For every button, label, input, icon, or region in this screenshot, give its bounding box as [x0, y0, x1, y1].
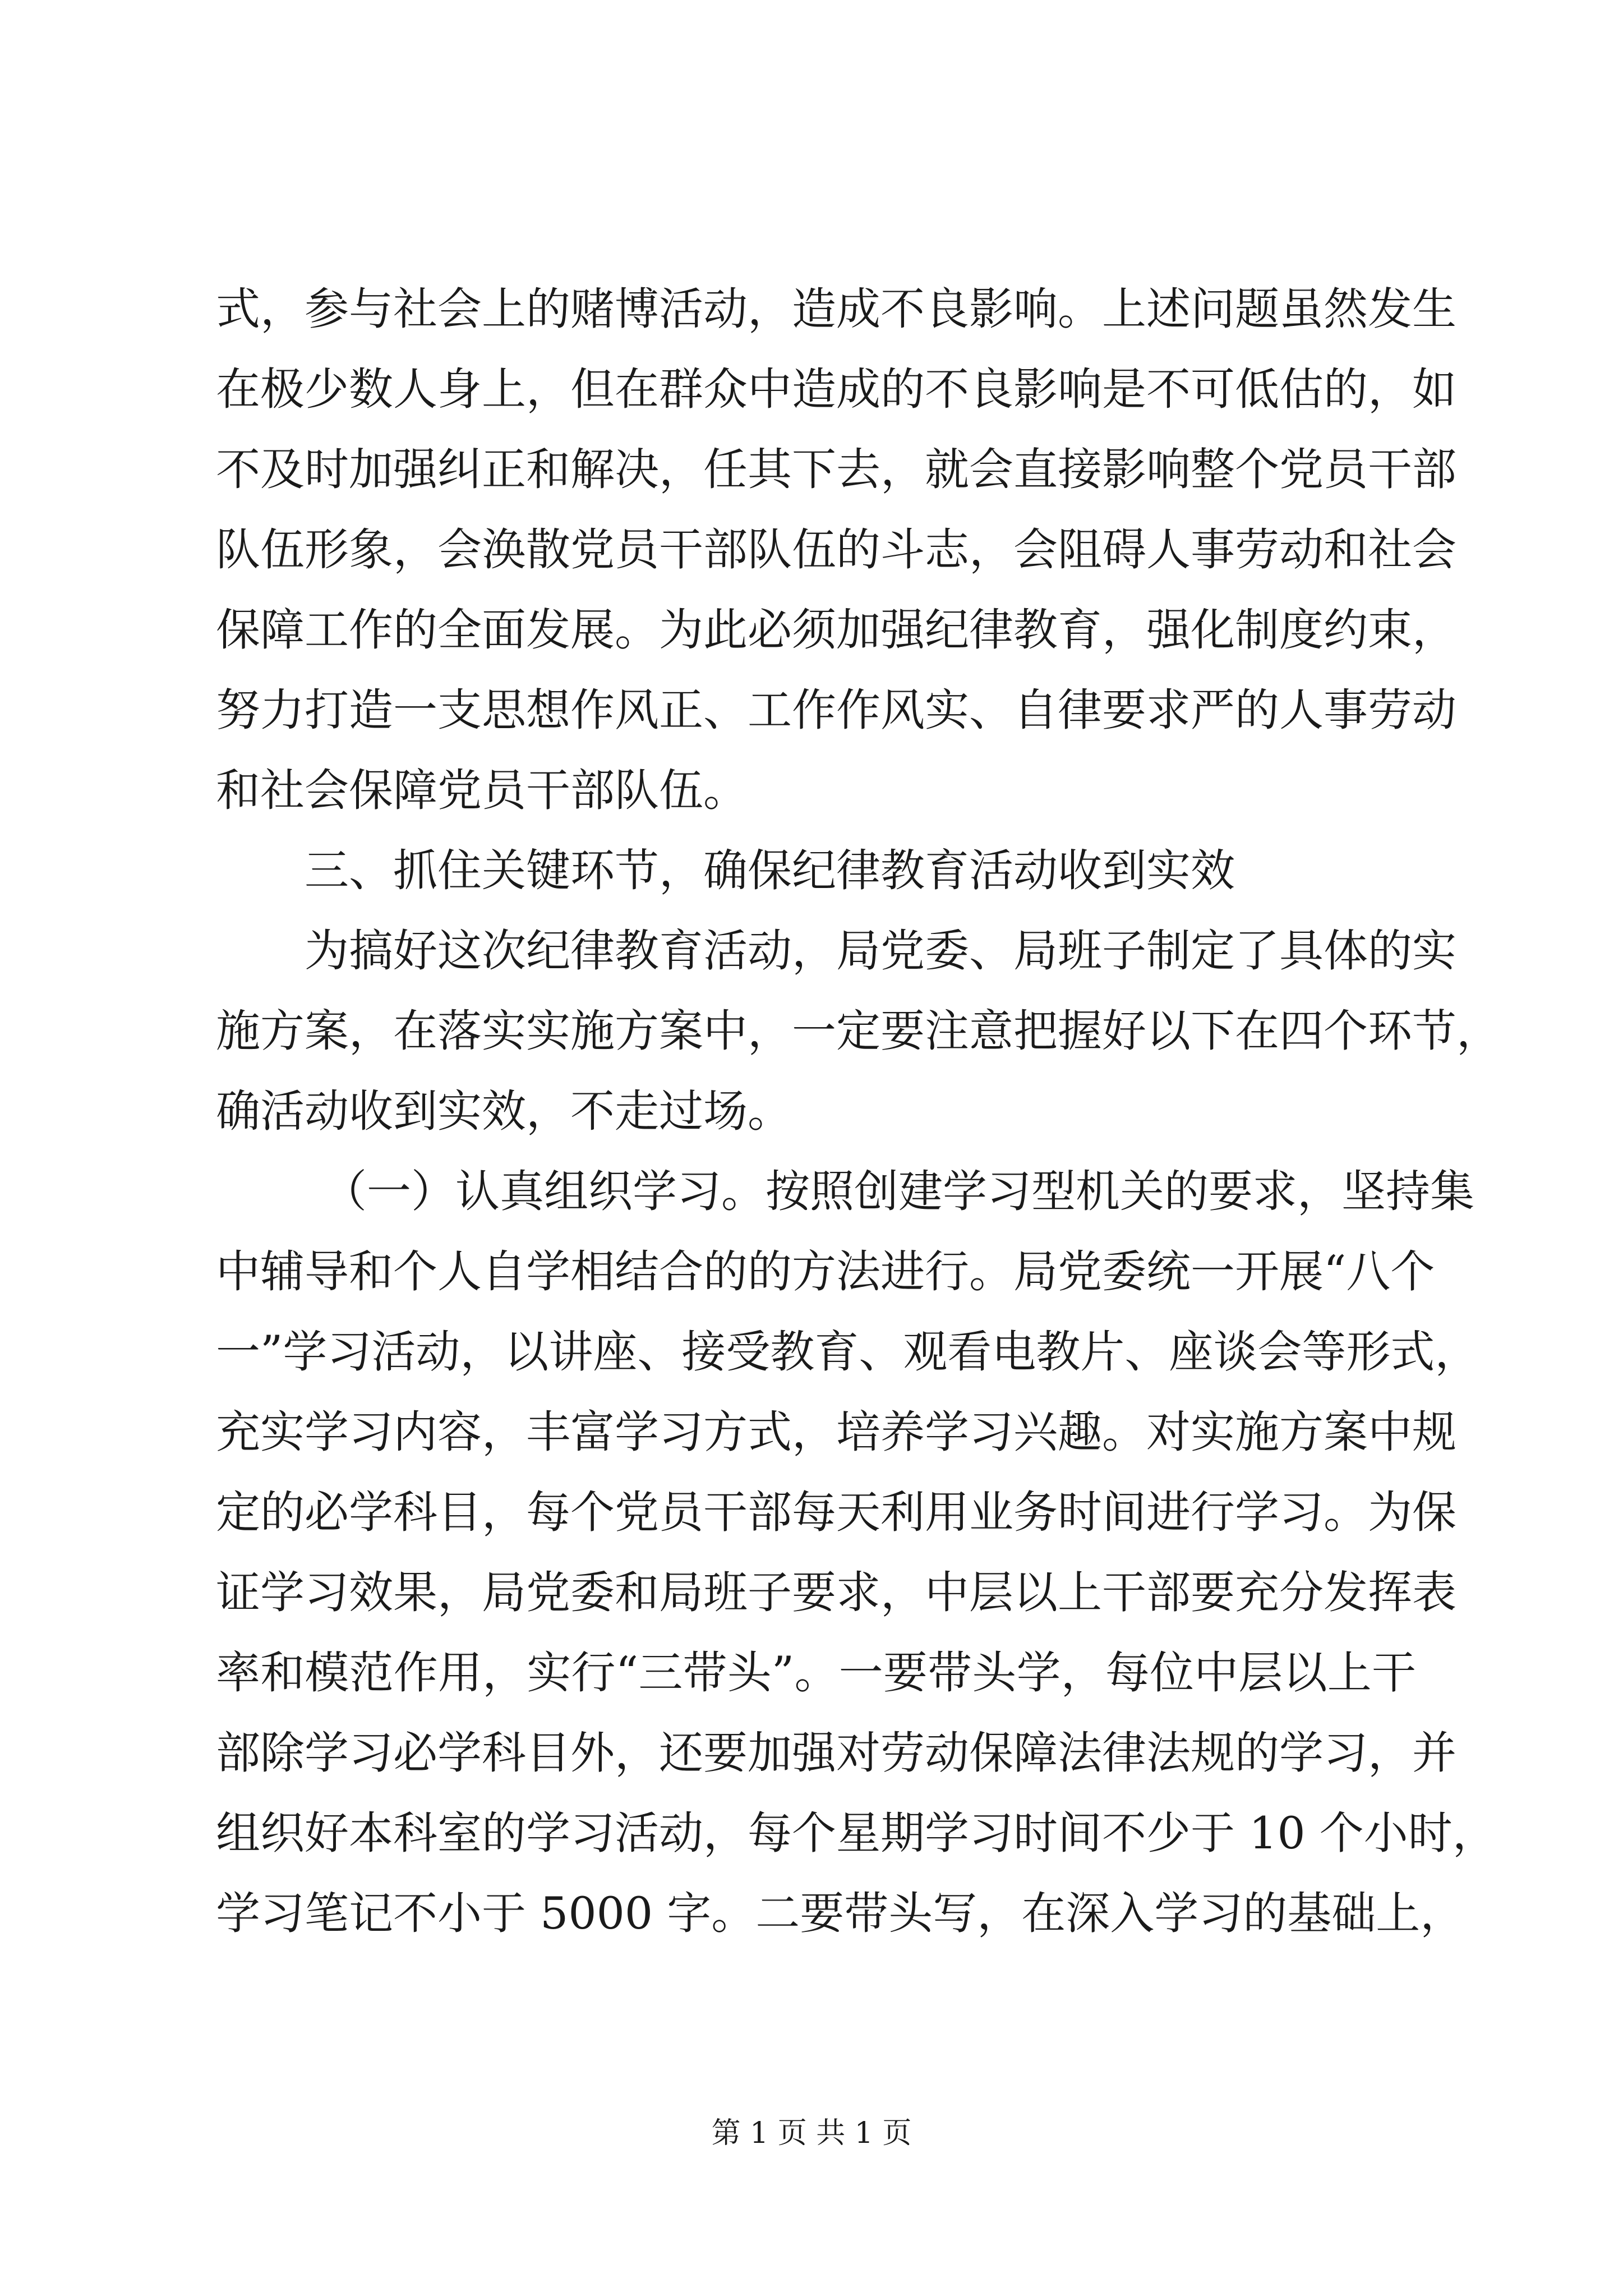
text-line: 部除学习必学科目外，还要加强对劳动保障法律法规的学习，并 [216, 1727, 1456, 1779]
text-line: 证学习效果，局党委和局班子要求，中层以上干部要充分发挥表 [216, 1567, 1456, 1618]
text-line: 中辅导和个人自学相结合的的方法进行。局党委统一开展“八个 [216, 1246, 1435, 1297]
text-line: 学习笔记不小于 5000 字。二要带头写，在深入学习的基础上， [216, 1888, 1465, 1939]
text-line: 式，参与社会上的赌博活动，造成不良影响。上述问题虽然发生 [216, 283, 1456, 335]
page-footer: 第 1 页 共 1 页 [711, 2116, 912, 2150]
text-line: 在极少数人身上，但在群众中造成的不良影响是不可低估的，如 [216, 364, 1456, 415]
text-line: 努力打造一支思想作风正、工作作风实、自律要求严的人事劳动 [216, 684, 1456, 736]
text-line: 充实学习内容，丰富学习方式，培养学习兴趣。对实施方案中规 [216, 1406, 1456, 1458]
text-line: 保障工作的全面发展。为此必须加强纪律教育，强化制度约束， [216, 604, 1456, 656]
text-line: 一”学习活动，以讲座、接受教育、观看电教片、座谈会等形式， [216, 1326, 1479, 1378]
text-line: 施方案，在落实实施方案中，一定要注意把握好以下在四个环节， [216, 1005, 1501, 1057]
text-line: 率和模范作用，实行“三带头”。一要带头学，每位中层以上干 [216, 1647, 1416, 1699]
document-body [216, 269, 1501, 1954]
section-heading: 三、抓住关键环节，确保纪律教育活动收到实效 [305, 845, 1235, 896]
text-line: 不及时加强纠正和解决，任其下去，就会直接影响整个党员干部 [216, 444, 1456, 495]
text-line: 队伍形象，会涣散党员干部队伍的斗志，会阻碍人事劳动和社会 [216, 524, 1456, 576]
text-line: 定的必学科目，每个党员干部每天利用业务时间进行学习。为保 [216, 1487, 1456, 1538]
text-line: 确活动收到实效，不走过场。 [216, 1085, 792, 1137]
text-line: 和社会保障党员干部队伍。 [216, 765, 748, 816]
subsection-first-line: （一）认真组织学习。按照创建学习型机关的要求，坚持集 [322, 1166, 1474, 1217]
text-line: 为搞好这次纪律教育活动，局党委、局班子制定了具体的实 [305, 925, 1456, 977]
text-line: 组织好本科室的学习活动，每个星期学习时间不少于 10 个小时， [216, 1807, 1497, 1859]
